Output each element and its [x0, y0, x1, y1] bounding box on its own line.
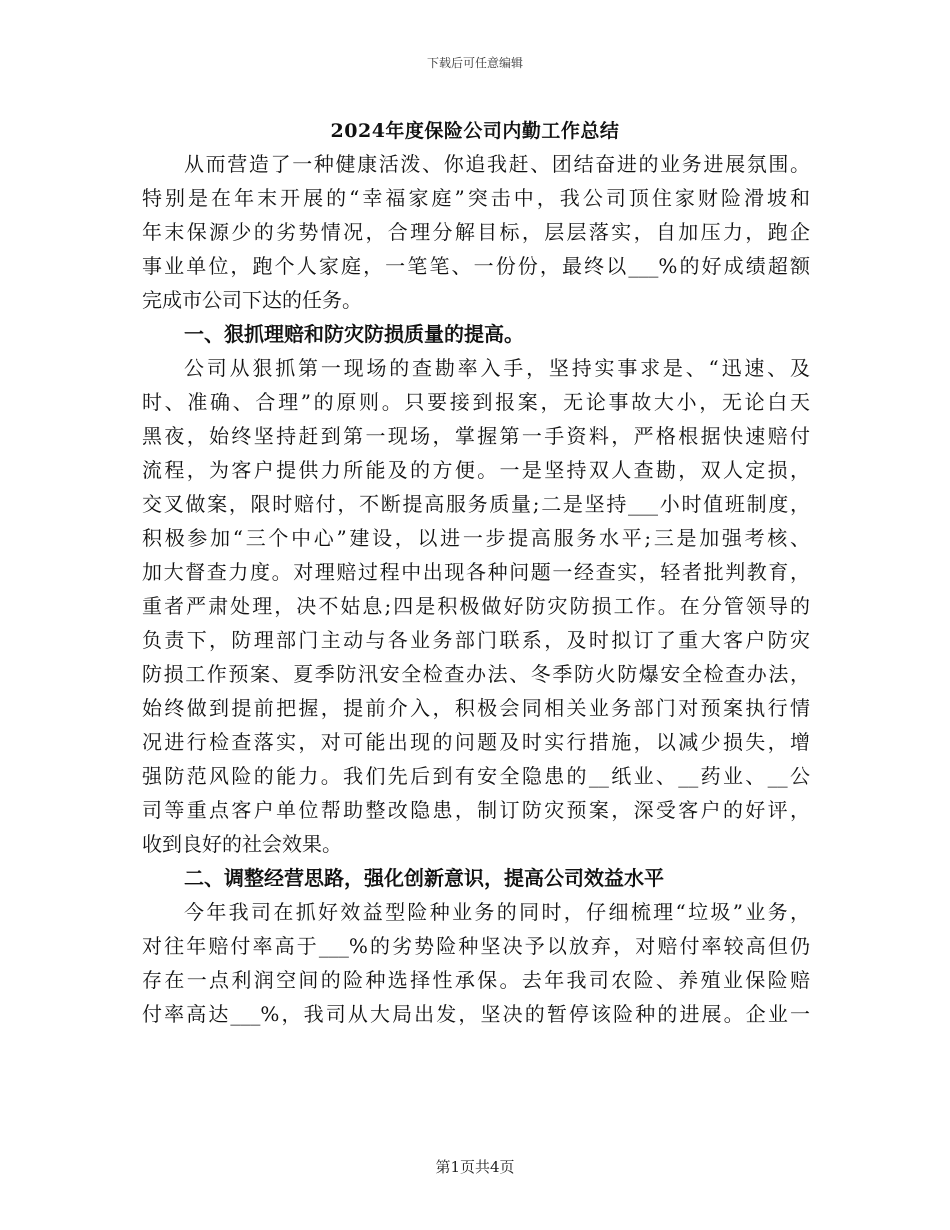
section-heading-1: 一、狠抓理赔和防灾防损质量的提高。 [184, 322, 524, 346]
text-line: 重者严肃处理，决不姑息;四是积极做好防灾防损工作。在分管领导的 [142, 594, 810, 618]
document-title: 2024年度保险公司内勤工作总结 [330, 120, 620, 142]
text-line: 公司从狠抓第一现场的查勘率入手，坚持实事求是、“迅速、及 [184, 356, 810, 380]
text-line: 黑夜，始终坚持赶到第一现场，掌握第一手资料，严格根据快速赔付 [142, 424, 810, 448]
page-number: 第1页共4页 [435, 1158, 515, 1176]
document-body [142, 147, 810, 1031]
text-line: 事业单位，跑个人家庭，一笔笔、一份份，最终以___%的好成绩超额 [142, 254, 810, 278]
text-line: 对往年赔付率高于___%的劣势险种坚决予以放弃，对赔付率较高但仍 [142, 934, 810, 958]
text-line: 司等重点客户单位帮助整改隐患，制订防灾预案，深受客户的好评， [142, 798, 810, 822]
text-line: 从而营造了一种健康活泼、你追我赶、团结奋进的业务进展氛围。 [184, 152, 810, 176]
text-line: 存在一点利润空间的险种选择性承保。去年我司农险、养殖业保险赔 [142, 968, 810, 992]
text-line: 收到良好的社会效果。 [142, 832, 342, 856]
text-line: 加大督查力度。对理赔过程中出现各种问题一经查实，轻者批判教育， [142, 560, 810, 584]
text-line: 负责下，防理部门主动与各业务部门联系，及时拟订了重大客户防灾 [142, 628, 810, 652]
text-line: 时、准确、合理”的原则。只要接到报案，无论事故大小，无论白天 [142, 390, 810, 414]
paragraph-3 [142, 895, 810, 1031]
text-line: 始终做到提前把握，提前介入，积极会同相关业务部门对预案执行情 [142, 696, 810, 720]
header-note: 下载后可任意编辑 [426, 56, 523, 70]
text-line: 积极参加“三个中心”建设，以进一步提高服务水平;三是加强考核、 [142, 526, 810, 550]
paragraph-2 [142, 351, 810, 861]
text-line: 流程，为客户提供力所能及的方便。一是坚持双人查勘，双人定损， [142, 458, 810, 482]
text-line: 防损工作预案、夏季防汛安全检查办法、冬季防火防爆安全检查办法， [142, 662, 810, 686]
text-line: 特别是在年末开展的“幸福家庭”突击中，我公司顶住家财险滑坡和 [142, 186, 810, 210]
text-line: 强防范风险的能力。我们先后到有安全隐患的__纸业、__药业、__公 [142, 764, 810, 788]
text-line: 付率高达___%，我司从大局出发，坚决的暂停该险种的进展。企业一 [142, 1002, 810, 1026]
text-line: 年末保源少的劣势情况，合理分解目标，层层落实，自加压力，跑企 [142, 220, 810, 244]
paragraph-1 [142, 147, 810, 317]
section-heading-2: 二、调整经营思路，强化创新意识，提高公司效益水平 [184, 866, 664, 890]
text-line: 今年我司在抓好效益型险种业务的同时，仔细梳理“垃圾”业务， [184, 900, 810, 924]
text-line: 况进行检查落实，对可能出现的问题及时实行措施，以减少损失，增 [142, 730, 810, 754]
text-line: 完成市公司下达的任务。 [142, 288, 362, 312]
text-line: 交叉做案，限时赔付，不断提高服务质量;二是坚持___小时值班制度， [142, 492, 810, 516]
